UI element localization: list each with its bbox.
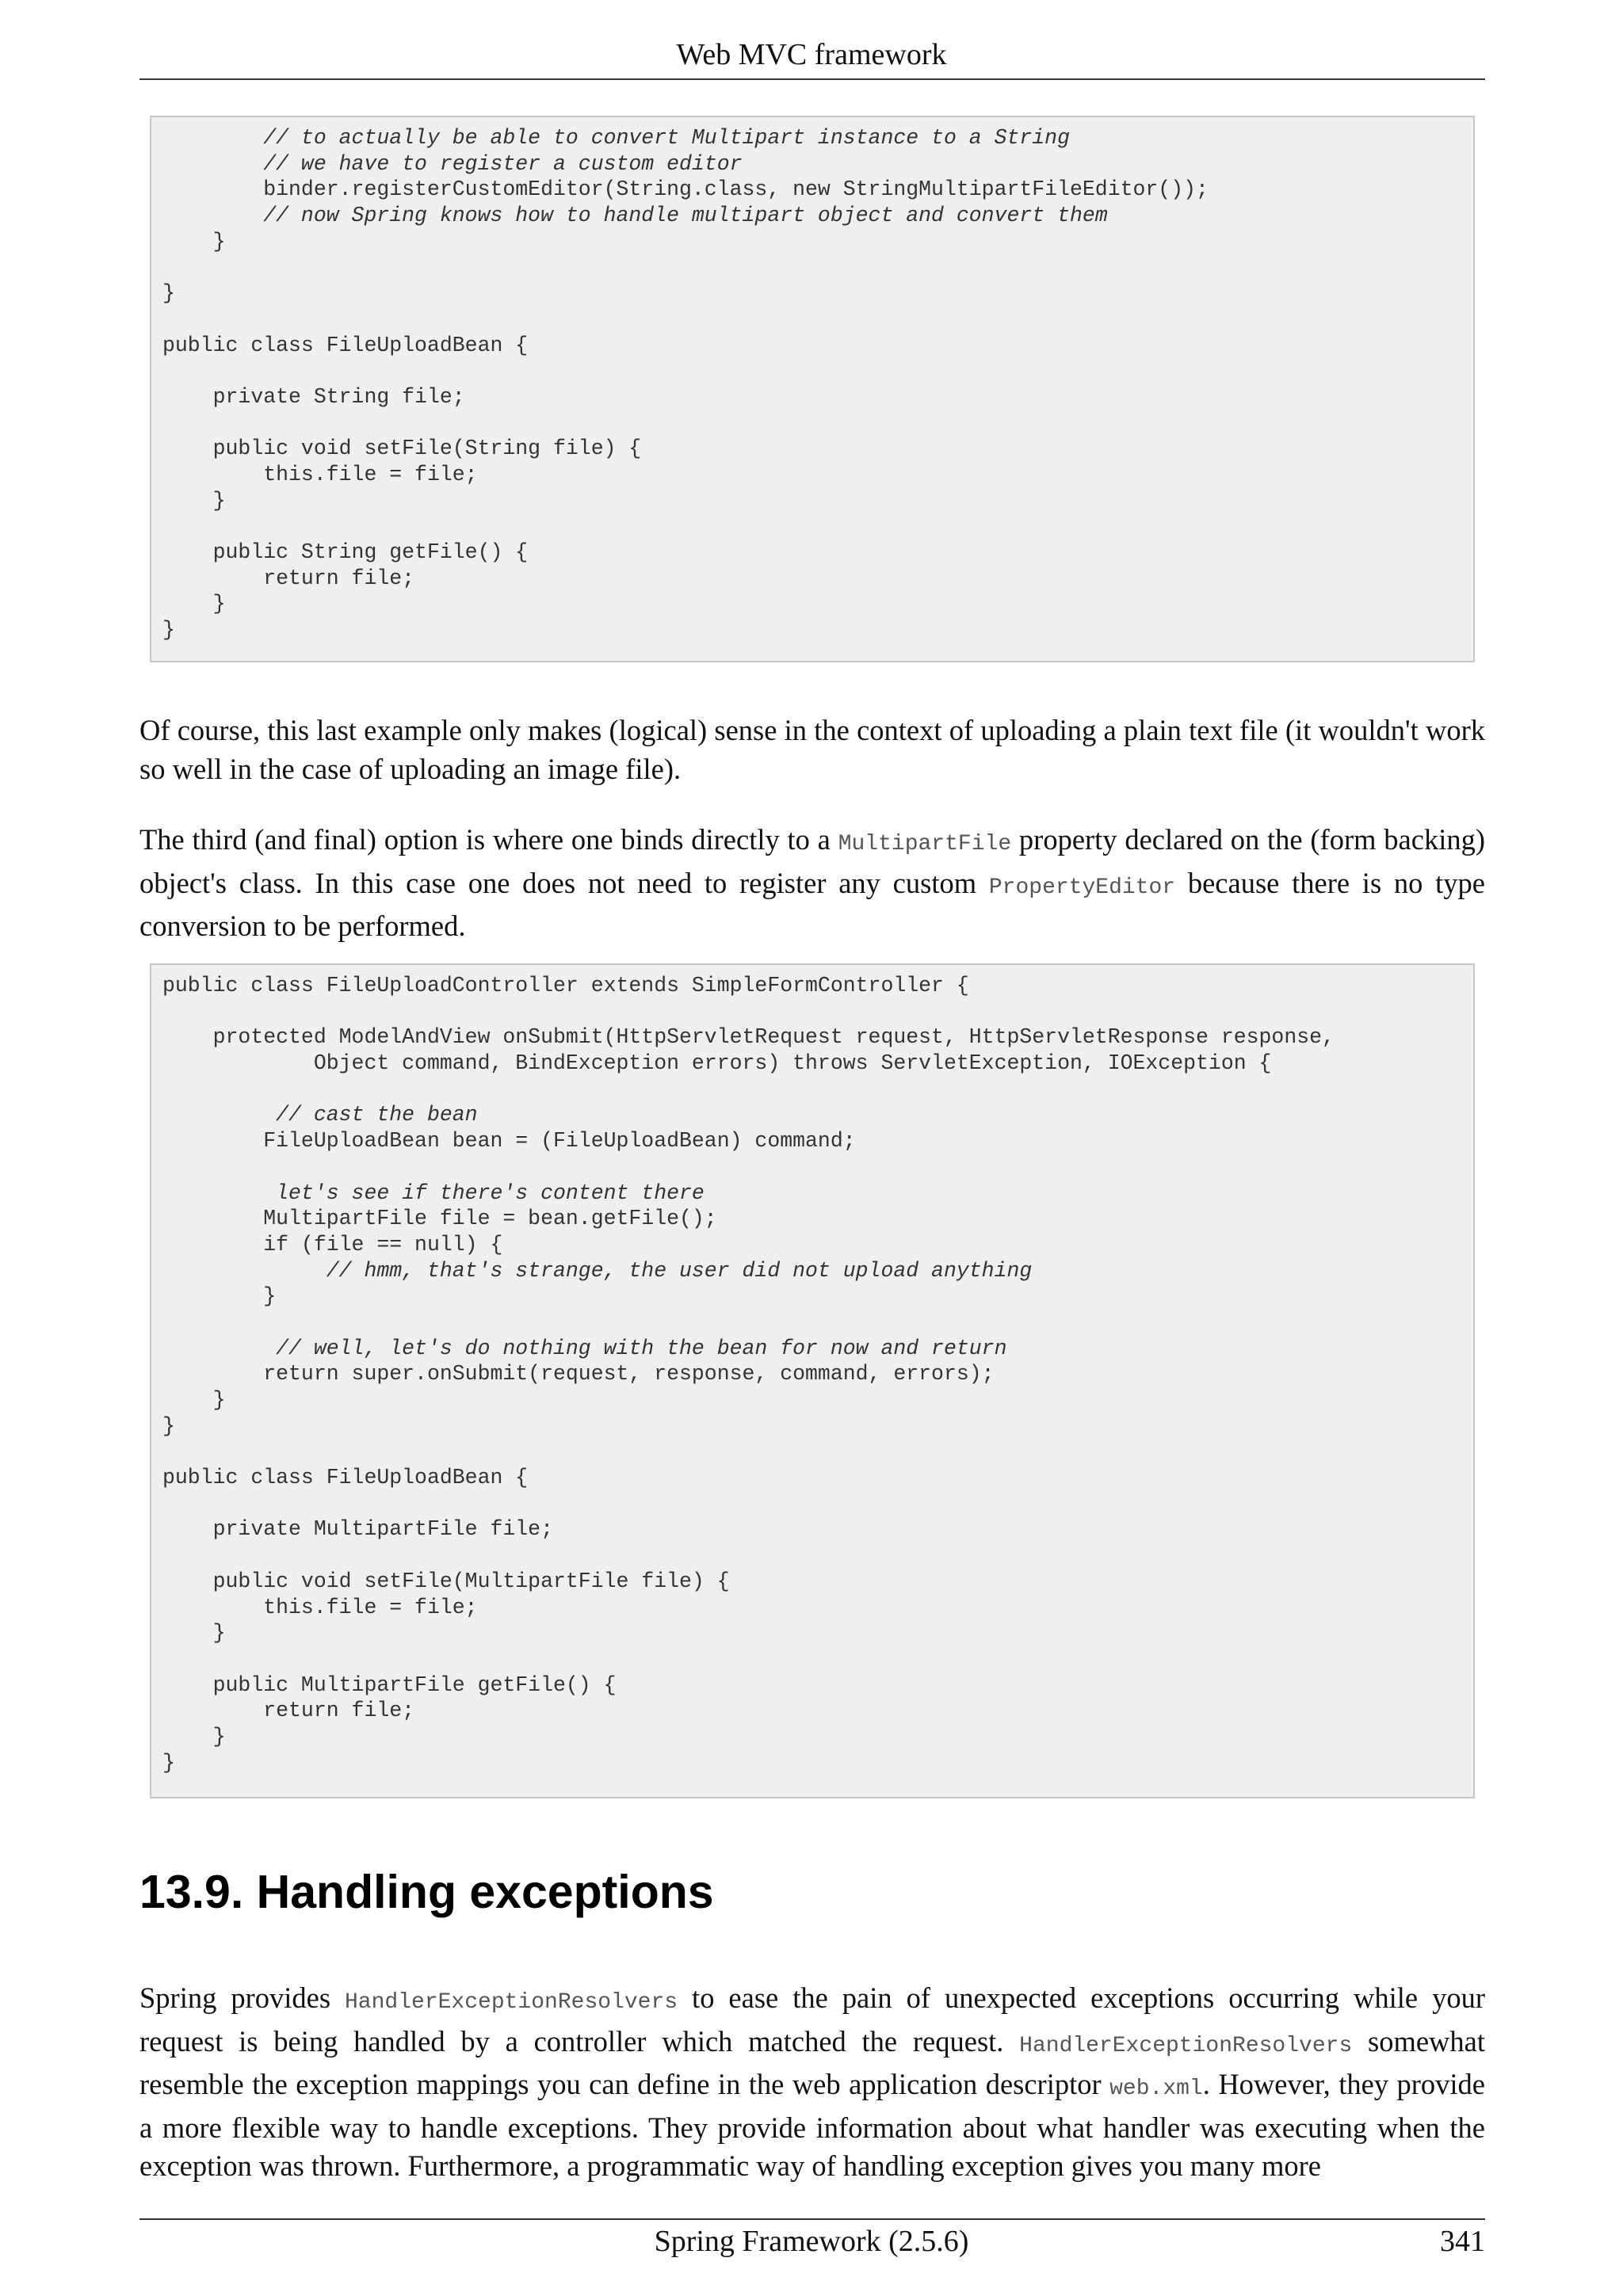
code-line: if (file == null) { bbox=[162, 1232, 503, 1257]
code-line: private MultipartFile file; bbox=[162, 1517, 553, 1542]
code-line: } bbox=[162, 281, 175, 306]
paragraph-text: because there is no type conversion to be performed. bbox=[139, 866, 1485, 943]
running-footer-title: Spring Framework (2.5.6) bbox=[654, 2225, 969, 2258]
code-line: public void setFile(String file) { bbox=[162, 437, 642, 461]
code-line: Object command, BindException errors) throws ServletException, IOException { bbox=[162, 1051, 1272, 1076]
code-block-fileuploadbean-string bbox=[150, 116, 1475, 662]
code-line bbox=[162, 254, 1473, 280]
inline-code-web-xml: web.xml bbox=[1109, 2077, 1203, 2102]
code-line: // now Spring knows how to handle multipart object and convert them bbox=[162, 204, 1108, 228]
code-line: this.file = file; bbox=[162, 1595, 478, 1619]
code-line bbox=[162, 513, 1473, 540]
code-line: private String file; bbox=[162, 384, 465, 409]
running-header-title: Web MVC framework bbox=[676, 38, 947, 71]
paragraph-text: property declared on the (form backing) object's class. In this case one does not need to register any custom bbox=[139, 823, 1485, 899]
code-line: // well, let's do nothing with the bean for now and return bbox=[162, 1336, 1007, 1360]
paragraph-text: Spring provides bbox=[139, 1981, 345, 2014]
code-line bbox=[162, 410, 1473, 437]
footer-divider bbox=[139, 2218, 1485, 2220]
code-line: return super.onSubmit(request, response, command, errors); bbox=[162, 1362, 995, 1386]
inline-code-handlerexceptionresolvers: HandlerExceptionResolvers bbox=[1019, 2033, 1353, 2058]
code-line: public String getFile() { bbox=[162, 540, 529, 564]
code-line: // hmm, that's strange, the user did not upload anything bbox=[162, 1258, 1033, 1283]
header-divider bbox=[139, 78, 1485, 80]
code-line bbox=[162, 1543, 1473, 1569]
code-line bbox=[162, 358, 1473, 384]
code-line: public void setFile(MultipartFile file) { bbox=[162, 1569, 730, 1593]
code-line bbox=[162, 1154, 1473, 1180]
inline-code-multipartfile: MultipartFile bbox=[838, 832, 1012, 856]
paragraph-text: to ease the pain of unexpected exceptions occurring while your request is being handled by a controller which matched the request. bbox=[139, 1981, 1485, 2058]
inline-code-propertyeditor: PropertyEditor bbox=[988, 875, 1176, 900]
code-line: public class FileUploadController extends SimpleFormController { bbox=[162, 974, 969, 997]
code-line: } bbox=[162, 592, 226, 616]
code-line: // to actually be able to convert Multipart instance to a String bbox=[162, 126, 1070, 150]
code-line: } bbox=[162, 1621, 226, 1646]
code-line: } bbox=[162, 488, 226, 513]
paragraph-text: . However, they provide a more flexible way to handle exceptions. They provide information about what handler was executing when the exception was thrown. Furthermore, a programmatic way of handling exception gives you many more bbox=[139, 2068, 1485, 2183]
paragraph-text: somewhat resemble the exception mappings you can define in the web application descriptor bbox=[139, 2024, 1485, 2101]
code-line: public class FileUploadBean { bbox=[162, 1466, 529, 1490]
code-line bbox=[162, 1439, 1473, 1465]
code-line: return file; bbox=[162, 1699, 415, 1723]
code-line: binder.registerCustomEditor(String.class, new StringMultipartFileEditor()); bbox=[162, 177, 1209, 202]
code-line: } bbox=[162, 1724, 226, 1749]
code-block-fileuploadcontroller bbox=[150, 963, 1475, 1798]
code-line bbox=[162, 1077, 1473, 1103]
code-line: // cast the bean bbox=[162, 1103, 478, 1127]
paragraph-image-file-note: Of course, this last example only makes (logical) sense in the context of uploading a plain text file (it wouldn't work so well in the case of uploading an image file). bbox=[139, 714, 1485, 785]
code-line: return file; bbox=[162, 566, 415, 590]
code-line: let's see if there's content there bbox=[162, 1180, 705, 1205]
code-line: protected ModelAndView onSubmit(HttpServletRequest request, HttpServletResponse response, bbox=[162, 1025, 1335, 1050]
code-line bbox=[162, 1646, 1473, 1672]
inline-code-handlerexceptionresolvers: HandlerExceptionResolvers bbox=[345, 1990, 678, 2015]
page-number: 341 bbox=[1440, 2225, 1485, 2258]
code-line bbox=[162, 1310, 1473, 1336]
code-line: } bbox=[162, 229, 226, 254]
paragraph-text: The third (and final) option is where one binds directly to a bbox=[139, 823, 838, 856]
code-line: } bbox=[162, 1750, 175, 1775]
code-line: } bbox=[162, 1388, 226, 1412]
code-line bbox=[162, 307, 1473, 333]
code-line: MultipartFile file = bean.getFile(); bbox=[162, 1207, 717, 1231]
code-line: public class FileUploadBean { bbox=[162, 333, 529, 357]
code-line: // we have to register a custom editor bbox=[162, 151, 743, 176]
code-line: } bbox=[162, 618, 175, 643]
code-line: } bbox=[162, 1284, 277, 1309]
section-heading: 13.9. Handling exceptions bbox=[139, 1866, 714, 1918]
code-line: FileUploadBean bean = (FileUploadBean) command; bbox=[162, 1129, 856, 1154]
code-line bbox=[162, 999, 1473, 1025]
code-line: } bbox=[162, 1413, 175, 1438]
code-line: public MultipartFile getFile() { bbox=[162, 1672, 617, 1697]
code-line: this.file = file; bbox=[162, 462, 478, 486]
code-line bbox=[162, 1491, 1473, 1517]
paragraph-third-option bbox=[139, 821, 1485, 946]
paragraph-handler-exception-resolvers bbox=[139, 1979, 1485, 2186]
